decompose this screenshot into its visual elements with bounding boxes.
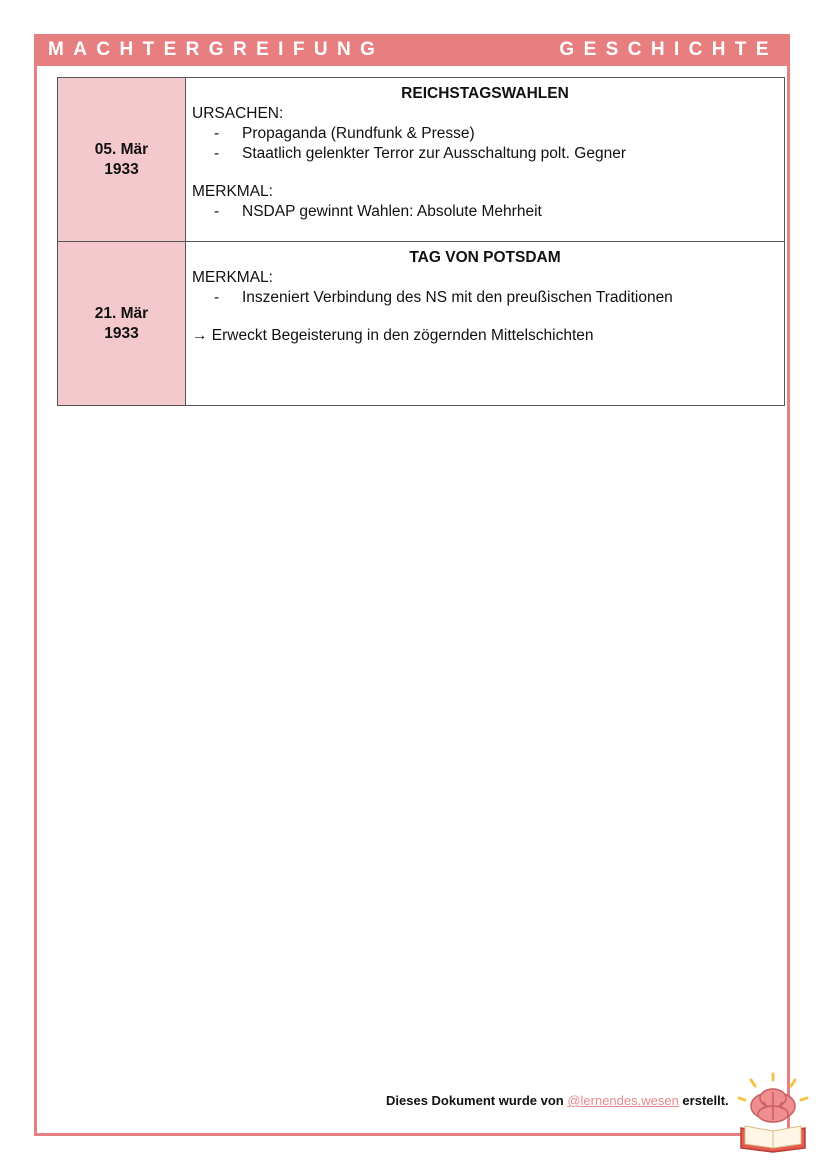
date-year: 1933	[104, 160, 139, 178]
event-cell	[186, 78, 785, 242]
author-link[interactable]: @lernendes.wesen	[567, 1093, 679, 1108]
list-item	[214, 144, 778, 164]
event-title: TAG VON POTSDAM	[409, 249, 561, 266]
list-item	[214, 202, 778, 222]
header-bar	[34, 34, 790, 66]
bullet-dash: -	[214, 203, 220, 220]
bullet-list	[192, 124, 778, 164]
timeline-table	[57, 77, 785, 406]
table-row	[58, 242, 785, 406]
bullet-list	[192, 202, 778, 222]
date-day: 21. Mär	[94, 304, 149, 322]
header-subject: GESCHICHTE	[559, 39, 778, 60]
event-title: REICHSTAGSWAHLEN	[401, 85, 569, 102]
date-year: 1933	[104, 324, 139, 342]
footer-prefix: Dieses Dokument wurde von	[386, 1093, 568, 1108]
bullet-list	[192, 288, 778, 308]
list-item-text: NSDAP gewinnt Wahlen: Absolute Mehrheit	[242, 203, 542, 220]
footer-suffix: erstellt.	[678, 1093, 729, 1108]
section-label: MERKMAL:	[192, 269, 273, 286]
table-row	[58, 78, 785, 242]
date-cell	[58, 78, 186, 242]
footer-credit	[386, 1093, 729, 1108]
bullet-dash: -	[214, 125, 220, 142]
list-item-text: Staatlich gelenkter Terror zur Ausschaltung polt. Gegner	[242, 145, 626, 162]
date-cell	[58, 242, 186, 406]
conclusion-line: → Erweckt Begeisterung in den zögernden Mittelschichten	[192, 327, 594, 344]
bullet-dash: -	[214, 145, 220, 162]
list-item	[214, 288, 778, 308]
bullet-dash: -	[214, 289, 220, 306]
section-label: URSACHEN:	[192, 105, 284, 122]
section-label: MERKMAL:	[192, 183, 273, 200]
list-item-text: Propaganda (Rundfunk & Presse)	[242, 125, 475, 142]
list-item-text: Inszeniert Verbindung des NS mit den preußischen Traditionen	[242, 289, 673, 306]
header-topic: MACHTERGREIFUNG	[48, 39, 385, 60]
event-cell	[186, 242, 785, 406]
brain-book-icon	[735, 1072, 811, 1154]
list-item	[214, 124, 778, 144]
date-day: 05. Mär	[94, 140, 149, 158]
